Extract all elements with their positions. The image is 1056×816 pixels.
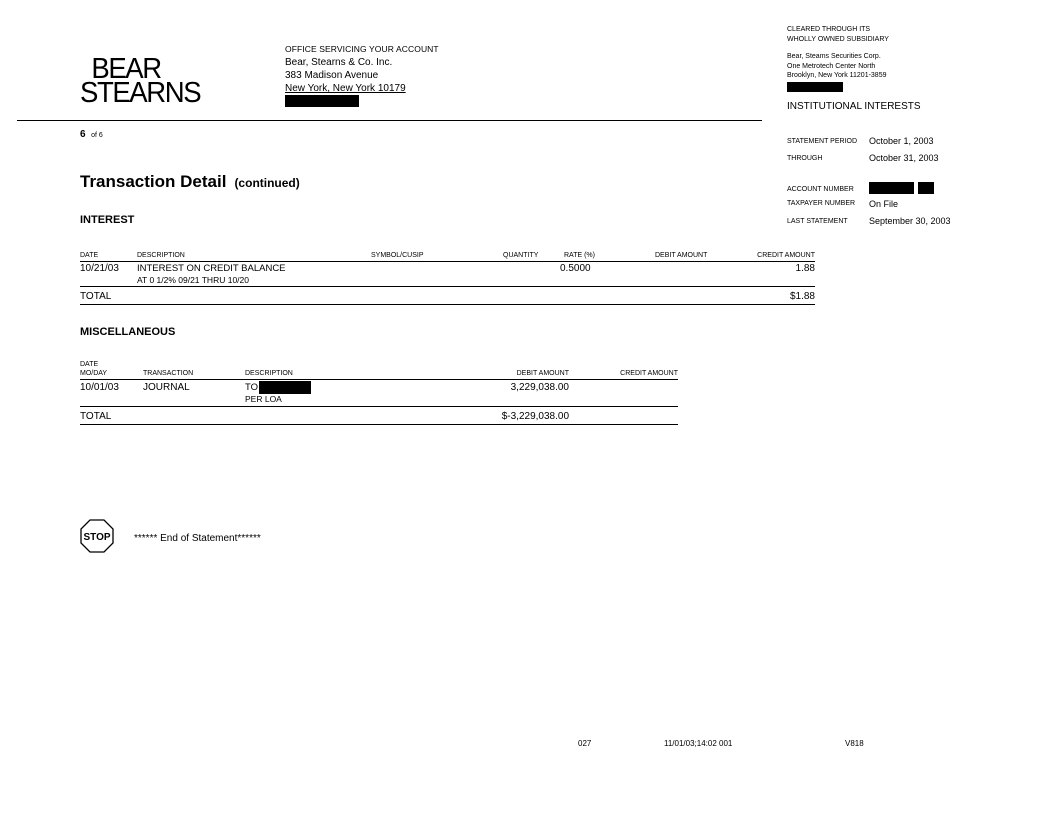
col-date: DATE <box>80 252 99 259</box>
misc-header-rule <box>80 379 678 380</box>
account-number-label: ACCOUNT NUMBER <box>787 186 854 193</box>
period-label: STATEMENT PERIOD <box>787 138 858 145</box>
misc-row-desc-2: PER LOA <box>245 394 282 404</box>
interest-total-label: TOTAL <box>80 291 112 302</box>
footer-timestamp: 11/01/03;14:02 001 <box>664 739 733 748</box>
col-date-2: MO/DAY <box>80 370 108 377</box>
through-value: October 31, 2003 <box>869 153 939 163</box>
page-title <box>80 172 300 192</box>
last-statement-value: September 30, 2003 <box>869 216 951 226</box>
office-redaction <box>285 95 439 111</box>
page-of: of 6 <box>91 132 103 139</box>
account-number-redaction <box>869 182 934 196</box>
col-misc-debit: DEBIT AMOUNT <box>516 370 569 377</box>
clearing-redaction <box>787 81 887 96</box>
period-value: October 1, 2003 <box>869 136 934 146</box>
interest-total-value: $1.88 <box>789 291 815 302</box>
col-date-1: DATE <box>80 361 99 368</box>
office-address-block <box>285 43 439 111</box>
col-misc-description: DESCRIPTION <box>245 370 293 377</box>
clearing-line-1: CLEARED THROUGH ITS <box>787 26 871 33</box>
misc-row-desc-1: TO <box>245 382 259 393</box>
logo-line-2: STEARNS <box>80 77 201 109</box>
misc-row-date: 10/01/03 <box>80 382 119 393</box>
clearing-corp-street: One Metrotech Center North <box>787 62 876 70</box>
clearing-corp-name: Bear, Steams Securities Corp. <box>787 53 881 60</box>
interest-total-rule-top <box>80 286 815 287</box>
misc-row-debit: 3,229,038.00 <box>510 382 569 393</box>
misc-total-label: TOTAL <box>80 411 112 422</box>
misc-total-rule-top <box>80 406 678 407</box>
account-type: INSTITUTIONAL INTERESTS <box>787 101 921 112</box>
page-indicator <box>80 129 103 140</box>
interest-total-rule-bottom <box>80 304 815 305</box>
end-of-statement: ****** End of Statement****** <box>134 533 261 544</box>
page-number: 6 <box>80 129 86 140</box>
stop-sign-icon <box>80 519 114 553</box>
clearing-corp-address <box>787 52 887 95</box>
col-quantity: QUANTITY <box>503 252 539 259</box>
footer-code-2: V818 <box>845 739 864 748</box>
title-sub: (continued) <box>234 176 300 190</box>
clearing-line-2: WHOLLY OWNED SUBSIDIARY <box>787 36 889 43</box>
office-heading: OFFICE SERVICING YOUR ACCOUNT <box>285 44 439 54</box>
logo-line-1: BEAR <box>91 53 161 85</box>
clearing-notice <box>787 25 889 45</box>
col-symbol: SYMBOL/CUSIP <box>371 252 424 259</box>
interest-row-desc-1: INTEREST ON CREDIT BALANCE <box>137 263 286 274</box>
taxpayer-label: TAXPAYER NUMBER <box>787 200 856 207</box>
misc-desc-redaction <box>259 381 311 394</box>
interest-heading: INTEREST <box>80 214 135 226</box>
interest-header-rule <box>80 261 815 262</box>
interest-row-credit: 1.88 <box>795 263 815 274</box>
misc-row-transaction: JOURNAL <box>143 382 190 393</box>
misc-heading: MISCELLANEOUS <box>80 326 176 338</box>
misc-total-value: $-3,229,038.00 <box>501 411 569 422</box>
col-transaction: TRANSACTION <box>143 370 194 377</box>
stop-sign-label: STOP <box>83 532 111 543</box>
col-debit: DEBIT AMOUNT <box>655 252 708 259</box>
title-main: Transaction Detail <box>80 172 227 191</box>
footer-code-1: 027 <box>578 739 592 748</box>
interest-row-desc-2: AT 0 1/2% 09/21 THRU 10/20 <box>137 275 249 285</box>
bear-stearns-logo <box>80 53 201 109</box>
office-street: 383 Madison Avenue <box>285 70 379 81</box>
taxpayer-value: On File <box>869 199 899 209</box>
through-label: THROUGH <box>787 155 823 162</box>
col-rate: RATE (%) <box>564 252 595 259</box>
header-divider <box>17 120 762 121</box>
interest-row-rate: 0.5000 <box>560 263 591 274</box>
col-description: DESCRIPTION <box>137 252 185 259</box>
misc-total-rule-bottom <box>80 424 678 425</box>
col-misc-credit: CREDIT AMOUNT <box>620 370 678 377</box>
office-city: New York, New York 10179 <box>285 83 406 94</box>
clearing-corp-city: Brooklyn, New York 11201-3859 <box>787 72 887 79</box>
interest-row-date: 10/21/03 <box>80 263 119 274</box>
office-name: Bear, Stearns & Co. Inc. <box>285 57 393 68</box>
col-credit: CREDIT AMOUNT <box>757 252 815 259</box>
last-statement-label: LAST STATEMENT <box>787 218 848 225</box>
